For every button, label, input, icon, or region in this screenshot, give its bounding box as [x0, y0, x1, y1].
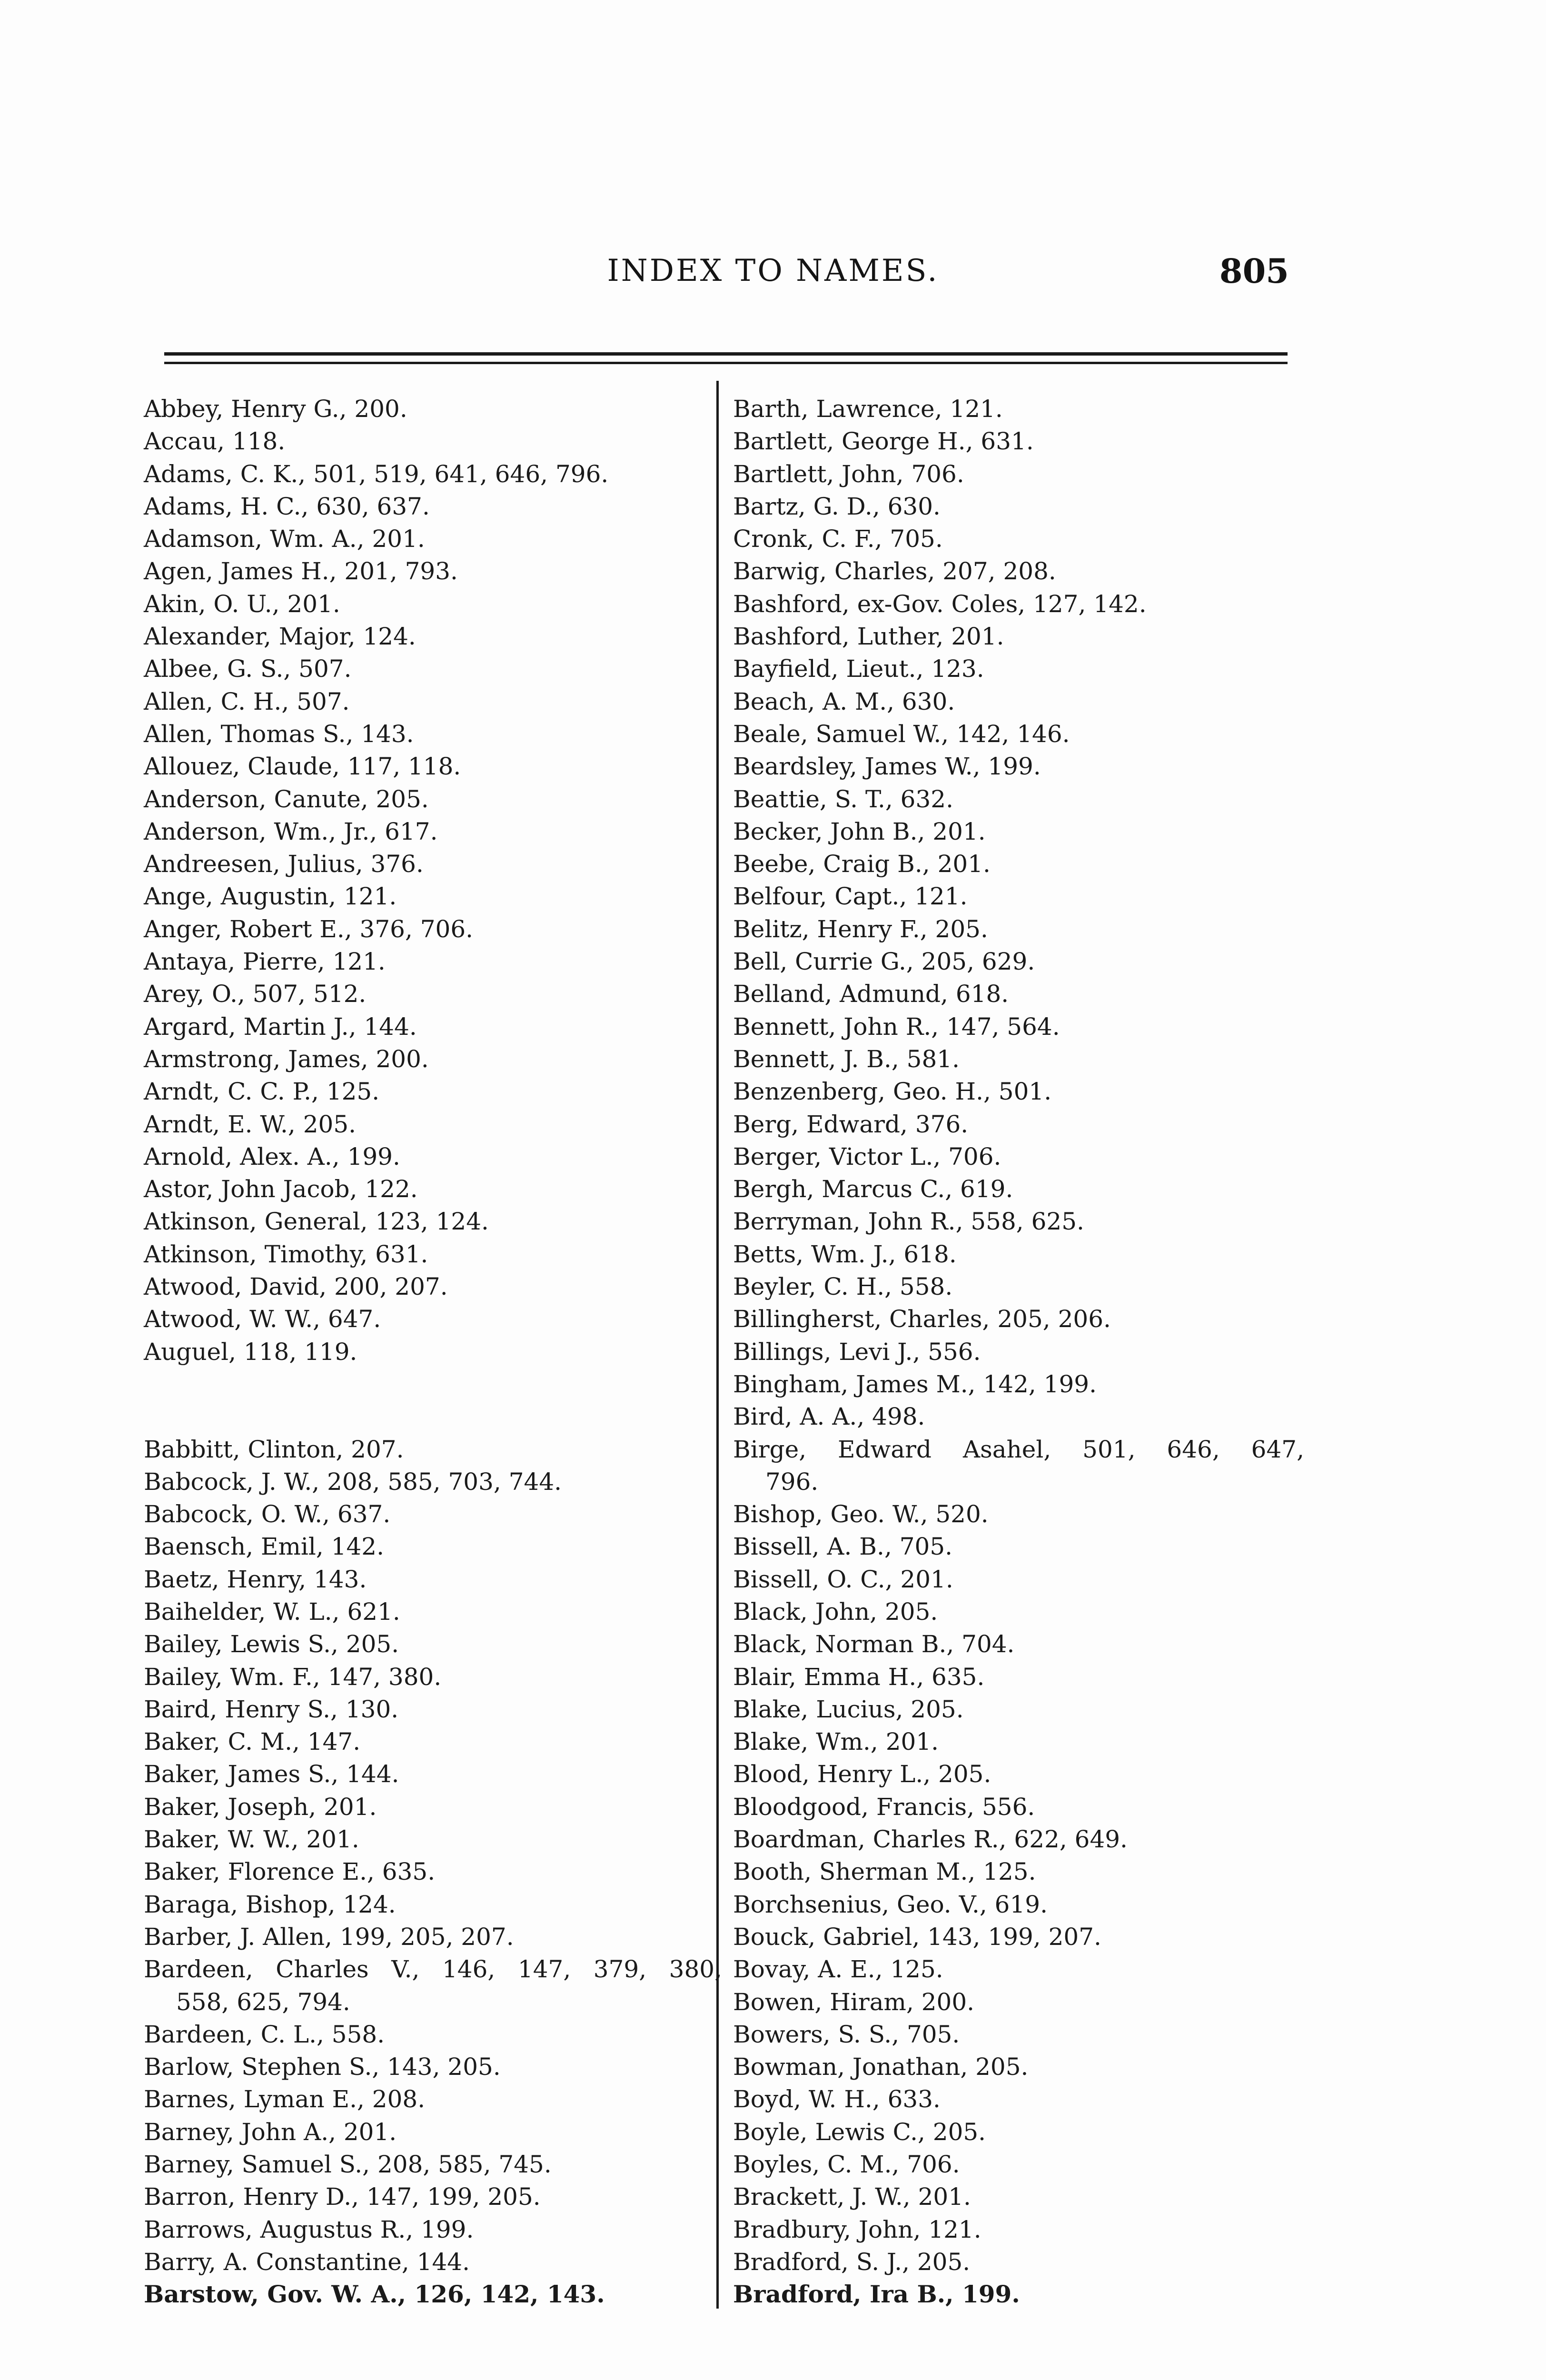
index-entry: Baraga, Bishop, 124.: [144, 1890, 396, 1918]
header-rule-thin: [164, 362, 1288, 364]
index-entry: Babbitt, Clinton, 207.: [144, 1435, 404, 1463]
index-entry: 796.: [765, 1468, 819, 1496]
index-entry: Bird, A. A., 498.: [733, 1403, 925, 1431]
index-entry: Bradford, S. J., 205.: [733, 2248, 971, 2276]
index-entry: Atkinson, General, 123, 124.: [144, 1208, 489, 1236]
index-entry: Becker, John B., 201.: [733, 817, 986, 845]
index-entry: Beebe, Craig B., 201.: [733, 850, 991, 878]
index-entry: Bailey, Lewis S., 205.: [144, 1630, 399, 1658]
index-entry: Bowen, Hiram, 200.: [733, 1988, 975, 2016]
index-entry: Baker, James S., 144.: [144, 1760, 399, 1788]
index-entry: Baker, W. W., 201.: [144, 1825, 359, 1854]
index-entry: Bingham, James M., 142, 199.: [733, 1370, 1097, 1398]
index-entry: Andreesen, Julius, 376.: [144, 850, 424, 878]
index-entry: Allen, C. H., 507.: [144, 687, 350, 715]
index-entry: Baker, Joseph, 201.: [144, 1793, 377, 1821]
index-entry: Boyd, W. H., 633.: [733, 2085, 941, 2113]
index-entry: Baetz, Henry, 143.: [144, 1565, 367, 1593]
index-entry: Akin, O. U., 201.: [144, 590, 340, 618]
index-entry: Blake, Lucius, 205.: [733, 1695, 964, 1723]
index-entry: Beale, Samuel W., 142, 146.: [733, 720, 1070, 748]
index-entry: Atwood, W. W., 647.: [144, 1305, 381, 1333]
index-entry: Anderson, Canute, 205.: [144, 785, 429, 813]
index-entry: Atwood, David, 200, 207.: [144, 1273, 448, 1301]
index-entry: Bowman, Jonathan, 205.: [733, 2053, 1029, 2081]
index-entry: Bissell, O. C., 201.: [733, 1565, 953, 1593]
index-entry: Bloodgood, Francis, 556.: [733, 1793, 1035, 1821]
index-entry: Agen, James H., 201, 793.: [144, 557, 458, 585]
index-entry: Bovay, A. E., 125.: [733, 1955, 943, 1983]
index-entry: Barstow, Gov. W. A., 126, 142, 143.: [144, 2280, 605, 2309]
index-entry: Barry, A. Constantine, 144.: [144, 2248, 470, 2276]
index-entry: Anderson, Wm., Jr., 617.: [144, 817, 438, 845]
index-entry: Borchsenius, Geo. V., 619.: [733, 1890, 1048, 1918]
index-entry: Barber, J. Allen, 199, 205, 207.: [144, 1923, 514, 1951]
index-entry: Blood, Henry L., 205.: [733, 1760, 991, 1788]
index-entry: Beyler, C. H., 558.: [733, 1273, 953, 1301]
index-entry: Belitz, Henry F., 205.: [733, 915, 988, 943]
index-entry: Barth, Lawrence, 121.: [733, 395, 1003, 423]
index-entry: Cronk, C. F., 705.: [733, 525, 943, 553]
index-entry: Barnes, Lyman E., 208.: [144, 2085, 426, 2113]
index-entry: Arey, O., 507, 512.: [144, 980, 367, 1008]
index-entry: 558, 625, 794.: [176, 1988, 350, 2016]
index-entry: Barrows, Augustus R., 199.: [144, 2215, 474, 2243]
index-entry: Bartz, G. D., 630.: [733, 492, 941, 520]
index-entry: Boyles, C. M., 706.: [733, 2151, 960, 2179]
index-entry: Berger, Victor L., 706.: [733, 1142, 1001, 1170]
index-entry: Ange, Augustin, 121.: [144, 883, 397, 911]
index-entry: Bardeen, C. L., 558.: [144, 2020, 385, 2048]
index-entry: Bailey, Wm. F., 147, 380.: [144, 1663, 442, 1691]
index-entry: Bartlett, George H., 631.: [733, 427, 1034, 456]
index-entry: Abbey, Henry G., 200.: [144, 395, 407, 423]
index-column-right: [733, 393, 1304, 2311]
index-entry: Alexander, Major, 124.: [144, 623, 416, 651]
index-entry: Bashford, ex-Gov. Coles, 127, 142.: [733, 590, 1147, 618]
index-entry: Bishop, Geo. W., 520.: [733, 1500, 989, 1528]
index-entry: Birge, Edward Asahel, 501, 646, 647,: [733, 1435, 1304, 1463]
index-entry: Boyle, Lewis C., 205.: [733, 2118, 986, 2146]
index-entry: Astor, John Jacob, 122.: [144, 1175, 418, 1203]
index-entry: Beardsley, James W., 199.: [733, 753, 1041, 781]
index-entry: Arndt, C. C. P., 125.: [144, 1078, 380, 1106]
index-entry: Bennett, John R., 147, 564.: [733, 1012, 1060, 1041]
index-entry: Adamson, Wm. A., 201.: [144, 525, 425, 553]
index-entry: Armstrong, James, 200.: [144, 1045, 429, 1073]
index-entry: Berg, Edward, 376.: [733, 1110, 969, 1138]
index-entry: Baird, Henry S., 130.: [144, 1695, 399, 1723]
index-entry: Adams, H. C., 630, 637.: [144, 492, 430, 520]
index-entry: Barron, Henry D., 147, 199, 205.: [144, 2183, 541, 2211]
index-entry: Bartlett, John, 706.: [733, 460, 964, 488]
index-entry: Bayfield, Lieut., 123.: [733, 655, 984, 683]
index-entry: Berryman, John R., 558, 625.: [733, 1208, 1084, 1236]
index-entry: Booth, Sherman M., 125.: [733, 1858, 1036, 1886]
index-entry: Betts, Wm. J., 618.: [733, 1240, 957, 1268]
index-entry: Accau, 118.: [144, 427, 286, 456]
index-entry: Adams, C. K., 501, 519, 641, 646, 796.: [144, 460, 609, 488]
index-entry: Albee, G. S., 507.: [144, 655, 352, 683]
index-entry: Belland, Admund, 618.: [733, 980, 1009, 1008]
index-entry: Bashford, Luther, 201.: [733, 623, 1004, 651]
index-entry: Bardeen, Charles V., 146, 147, 379, 380,: [144, 1955, 722, 1983]
index-entry: Brackett, J. W., 201.: [733, 2183, 971, 2211]
page-number: 805: [1219, 251, 1289, 291]
index-entry: Babcock, J. W., 208, 585, 703, 744.: [144, 1468, 562, 1496]
index-entry: Bissell, A. B., 705.: [733, 1533, 953, 1561]
index-entry: Antaya, Pierre, 121.: [144, 948, 386, 976]
index-entry: Baker, Florence E., 635.: [144, 1858, 436, 1886]
index-entry: Blair, Emma H., 635.: [733, 1663, 985, 1691]
index-entry: Blake, Wm., 201.: [733, 1728, 939, 1756]
index-entry: Beach, A. M., 630.: [733, 687, 955, 715]
index-entry: Bennett, J. B., 581.: [733, 1045, 960, 1073]
index-entry: Black, John, 205.: [733, 1597, 938, 1626]
index-entry: Barwig, Charles, 207, 208.: [733, 557, 1056, 585]
index-entry: Baensch, Emil, 142.: [144, 1533, 385, 1561]
index-entry: Argard, Martin J., 144.: [144, 1012, 417, 1041]
index-entry: Allouez, Claude, 117, 118.: [144, 753, 461, 781]
index-entry: Bradford, Ira B., 199.: [733, 2280, 1020, 2309]
index-entry: Bell, Currie G., 205, 629.: [733, 948, 1035, 976]
index-entry: Boardman, Charles R., 622, 649.: [733, 1825, 1128, 1854]
header-rule-thick: [164, 352, 1288, 356]
index-entry: Bouck, Gabriel, 143, 199, 207.: [733, 1923, 1101, 1951]
index-entry: Baihelder, W. L., 621.: [144, 1597, 400, 1626]
index-entry: Arnold, Alex. A., 199.: [144, 1142, 400, 1170]
index-entry: Beattie, S. T., 632.: [733, 785, 953, 813]
index-entry: Auguel, 118, 119.: [144, 1338, 357, 1366]
index-entry: Barney, John A., 201.: [144, 2118, 397, 2146]
index-entry: Billingherst, Charles, 205, 206.: [733, 1305, 1111, 1333]
index-entry: Black, Norman B., 704.: [733, 1630, 1015, 1658]
index-entry: Benzenberg, Geo. H., 501.: [733, 1078, 1052, 1106]
index-entry: Atkinson, Timothy, 631.: [144, 1240, 428, 1268]
index-entry: [144, 1368, 722, 1433]
index-entry: Allen, Thomas S., 143.: [144, 720, 414, 748]
index-entry: Bowers, S. S., 705.: [733, 2020, 960, 2048]
index-entry: Anger, Robert E., 376, 706.: [144, 915, 474, 943]
index-entry: Barlow, Stephen S., 143, 205.: [144, 2053, 501, 2081]
index-entry: Babcock, O. W., 637.: [144, 1500, 391, 1528]
index-entry: Bradbury, John, 121.: [733, 2215, 981, 2243]
index-entry: Arndt, E. W., 205.: [144, 1110, 357, 1138]
index-entry: Bergh, Marcus C., 619.: [733, 1175, 1013, 1203]
index-column-left: [144, 393, 722, 2311]
index-entry: Baker, C. M., 147.: [144, 1728, 361, 1756]
page-title: INDEX TO NAMES.: [607, 253, 939, 288]
index-entry: Belfour, Capt., 121.: [733, 883, 968, 911]
index-entry: Billings, Levi J., 556.: [733, 1338, 981, 1366]
index-entry: Barney, Samuel S., 208, 585, 745.: [144, 2151, 552, 2179]
